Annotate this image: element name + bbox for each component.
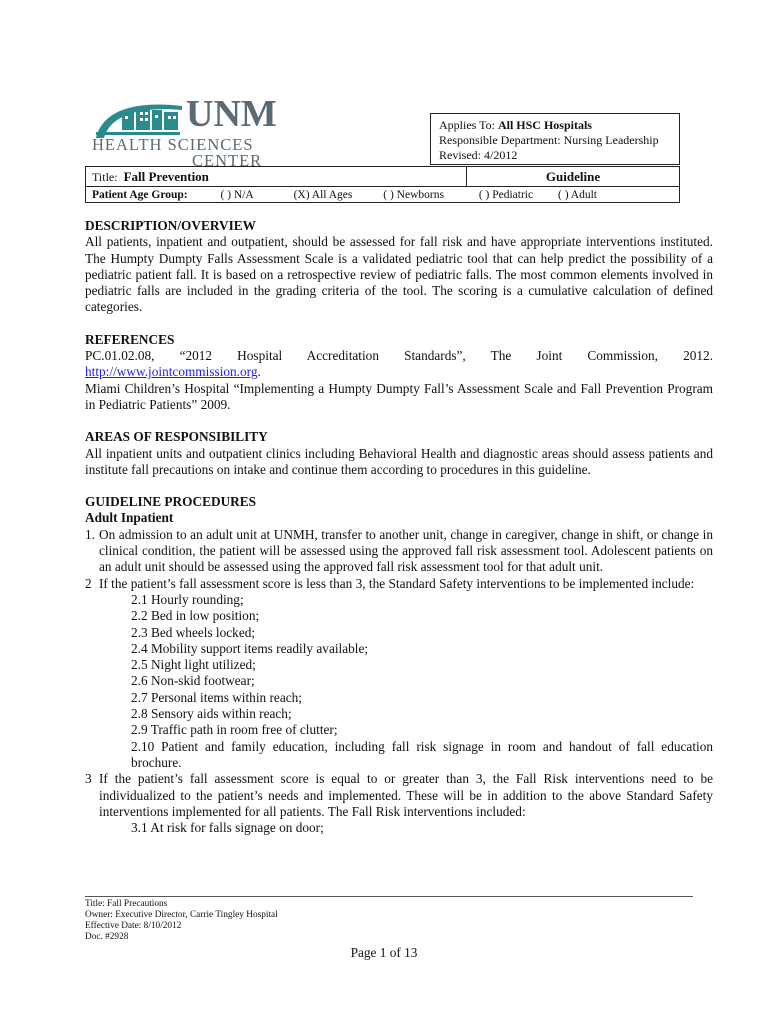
reference-1: PC.01.02.08, “2012 Hospital Accreditation Standards”, The Joint Commission, 2012. — [85, 348, 713, 364]
responsibility-heading: AREAS OF RESPONSIBILITY — [85, 429, 268, 445]
procedure-sub-item: 2.8 Sensory aids within reach; — [131, 706, 292, 722]
title-cell — [86, 167, 467, 187]
procedure-item-2 — [85, 576, 713, 592]
age-option-all-ages: (X) All Ages — [293, 188, 353, 201]
description-text: All patients, inpatient and outpatient, should be assessed for fall risk and have appropriate interventions instituted. The Humpty Dumpty Falls Assessment Scale is a validated pediatric tool that can help predict the possibility of a pediatric patient fall. It is based on a retrospective review of pediatric falls. The most common elements involved in pediatric falls are included in the grading criteria of the tool. The scoring is a cumulative calculation of defined categories. — [85, 234, 713, 315]
logo-health-sciences-text: HEALTH SCIENCES — [92, 135, 254, 154]
logo-center-text: CENTER — [192, 151, 263, 170]
document-title: Fall Prevention — [123, 168, 209, 184]
procedures-heading: GUIDELINE PROCEDURES — [85, 494, 257, 510]
responsible-department: Responsible Department: Nursing Leadership — [439, 133, 659, 147]
procedure-item-3-number: 3 — [85, 771, 92, 787]
procedure-item-2-number: 2 — [85, 575, 92, 591]
procedure-sub-item: 2.7 Personal items within reach; — [131, 689, 302, 705]
procedure-sub-item: 2.5 Night light utilized; — [131, 657, 256, 673]
procedure-item-1-text: On admission to an adult unit at UNMH, transfer to another unit, change in caregiver, change in shift, or change in clinical condition, the patient will be assessed using the approved fall risk assessment tool. Adolescent patients on an adult unit should be assessed using the approved fall risk assessment tool for that adult unit. — [99, 526, 713, 575]
document-body — [85, 218, 713, 836]
procedure-sub-item: 2.2 Bed in low position; — [131, 608, 260, 624]
page-number: Page 1 of 13 — [350, 945, 418, 960]
document-header-table — [85, 166, 680, 203]
age-option-pediatric: ( ) Pediatric — [478, 188, 534, 201]
procedure-item-3-text: If the patient’s fall assessment score is equal to or greater than 3, the Fall Risk interventions need to be individualized to the patient’s needs and implemented. These will be in addition to the above Standard Safety interventions implemented for all patients. The Fall Risk interventions included: — [99, 771, 713, 819]
description-heading: DESCRIPTION/OVERVIEW — [85, 218, 256, 233]
applies-to-value: All HSC Hospitals — [497, 118, 592, 132]
procedure-item-2-text: If the patient’s fall assessment score is less than 3, the Standard Safety interventions to be implemented include: — [99, 575, 695, 591]
procedure-sub-item: 2.3 Bed wheels locked; — [131, 624, 256, 640]
age-group-label: Patient Age Group: — [92, 188, 188, 201]
footer-title: Title: Fall Precautions — [85, 899, 168, 909]
procedure-sub-item: 2.1 Hourly rounding; — [131, 591, 244, 607]
footer-effective-date: Effective Date: 8/10/2012 — [85, 921, 182, 931]
footer-divider — [85, 896, 693, 897]
footer-info — [85, 899, 278, 943]
revised-date: Revised: 4/2012 — [439, 148, 518, 162]
references-heading: REFERENCES — [85, 331, 175, 347]
title-label: Title: — [92, 169, 118, 184]
procedure-sub-item: 2.6 Non-skid footwear; — [131, 673, 255, 689]
age-option-adult: ( ) Adult — [557, 188, 597, 201]
footer-owner: Owner: Executive Director, Carrie Tingley Hospital — [85, 910, 278, 920]
responsibility-text: All inpatient units and outpatient clinics including Behavioral Health and diagnostic areas should assess patients and institute fall precautions on intake and continue them according to procedures in this guideline. — [85, 445, 713, 477]
age-group-cell — [86, 187, 680, 203]
joint-commission-link[interactable]: http://www.jointcommission.org — [85, 364, 258, 380]
reference-2: Miami Children’s Hospital “Implementing a Humpty Dumpty Fall’s Assessment Scale and Fall Prevention Program in Pediatric Patients” 2009. — [85, 380, 713, 412]
document-type: Guideline — [467, 167, 680, 187]
age-option-newborns: ( ) Newborns — [383, 188, 444, 201]
procedure-sub-item: 2.9 Traffic path in room free of clutter; — [131, 722, 338, 738]
procedure-item-1-number: 1. — [85, 526, 95, 542]
applies-to-label: Applies To: — [439, 118, 498, 132]
procedure-item-1 — [85, 527, 713, 576]
reference-1-link-line: http://www.jointcommission.org. — [85, 364, 261, 380]
applies-to-box — [430, 113, 680, 165]
title-row — [86, 167, 680, 187]
procedure-sub-item: 2.4 Mobility support items readily available; — [131, 640, 369, 656]
logo-unm-text: UNM — [186, 93, 277, 135]
age-group-row — [86, 187, 680, 203]
unm-building-icon — [92, 98, 184, 138]
age-option-na: ( ) N/A — [220, 188, 254, 201]
procedure-item-3 — [85, 771, 713, 820]
unm-hsc-logo — [92, 92, 282, 168]
adult-inpatient-subheading: Adult Inpatient — [85, 510, 174, 526]
applies-to-line — [439, 118, 679, 133]
footer-doc-number: Doc. #2928 — [85, 932, 129, 942]
procedure-sub-item-2-10: 2.10 Patient and family education, including fall risk signage in room and handout of fall education brochure. — [131, 738, 713, 770]
procedure-sub-item-3-1: 3.1 At risk for falls signage on door; — [131, 820, 324, 836]
